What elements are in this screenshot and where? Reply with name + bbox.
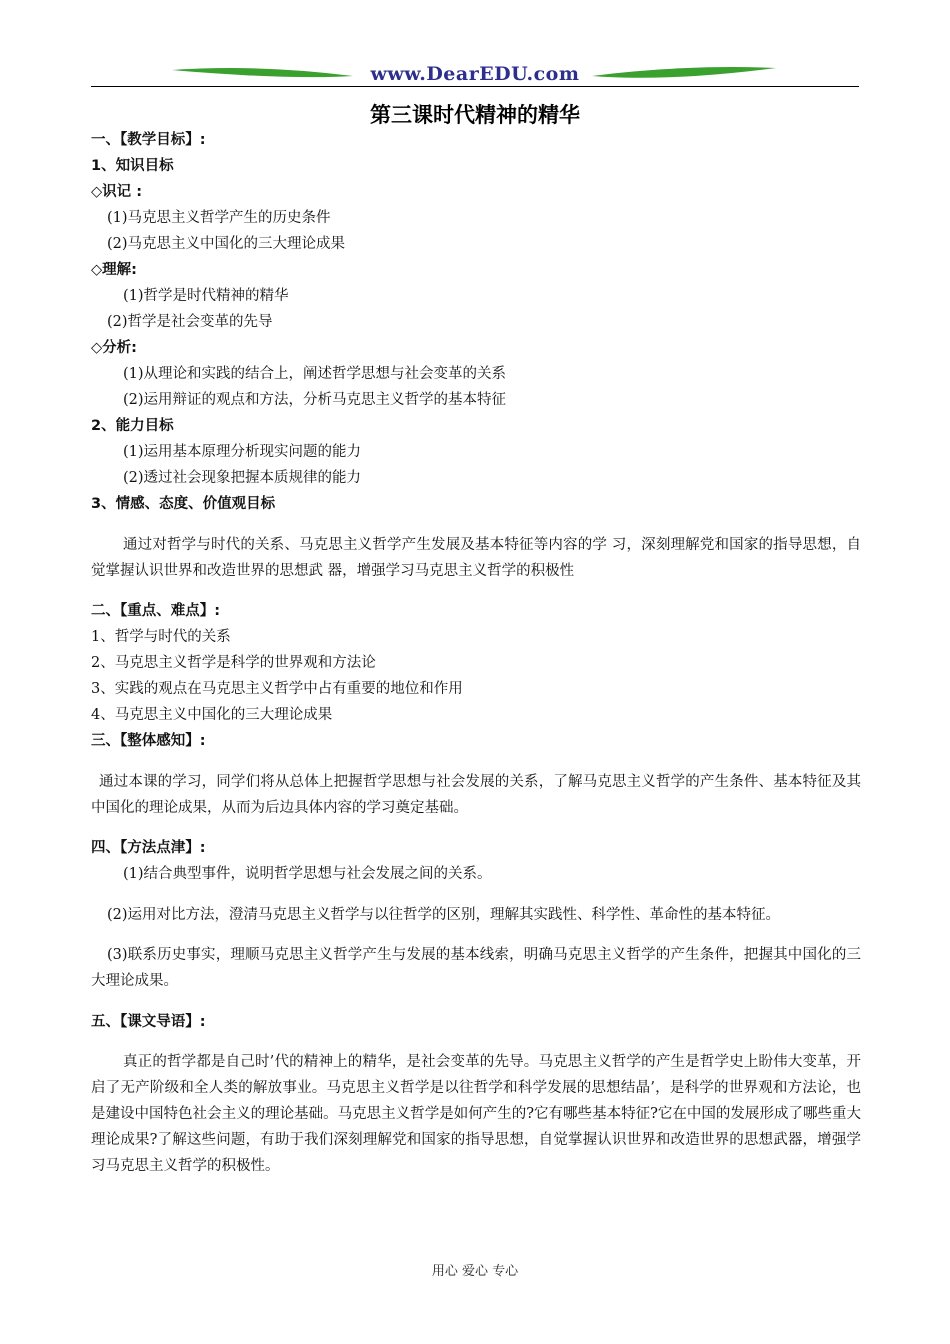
list-item: 1、哲学与时代的关系 xyxy=(91,629,231,645)
paragraph-emotion: 通过对哲学与时代的关系、马克思主义哲学产生发展及基本特征等内容的学 习，深刻理解党和国家的指导思想，自觉掌握认识世界和改造世界的思想武 器，增强学习马克思主义哲学的积极性 xyxy=(91,536,861,579)
document-body xyxy=(91,127,861,1194)
subheading-knowledge: 1、知识目标 xyxy=(91,158,174,174)
list-item: (1)结合典型事件，说明哲学思想与社会发展之间的关系。 xyxy=(123,866,492,882)
subheading-ability: 2、能力目标 xyxy=(91,418,174,434)
header-rule xyxy=(91,86,859,87)
section-heading-overview: 三、【整体感知】: xyxy=(91,733,206,749)
section-heading-keypoints: 二、【重点、难点】: xyxy=(91,603,221,619)
paragraph-overview: 通过本课的学习，同学们将从总体上把握哲学思想与社会发展的关系，了解马克思主义哲学的产生条件、基本特征及其中国化的理论成果，从而为后边具体内容的学习奠定基础。 xyxy=(91,773,861,816)
list-item: (1)运用基本原理分析现实问题的能力 xyxy=(123,444,362,460)
paragraph-intro: 真正的哲学都是自己时’代的精神上的精华，是社会变革的先导。马克思主义哲学的产生是哲学史上盼伟大变革，开启了无产阶级和全人类的解放事业。马克思主义哲学是以往哲学和科学发展的思想结晶’，是科学的世界观和方法论，也是建设中国特色社会主义的理论基础。马克思主义哲学是如何产生的?它有哪些基本特征?它在中国的发展形成了哪些重大理论成果?了解这些问题，有助于我们深刻理解党和国家的指导思想，自觉掌握认识世界和改造世界的思想武器，增强学习马克思主义哲学的积极性。 xyxy=(91,1054,861,1174)
section-heading-objectives: 一、【教学目标】: xyxy=(91,132,206,148)
label-remember: ◇识记 : xyxy=(91,184,142,200)
list-item: (2)运用辩证的观点和方法，分析马克思主义哲学的基本特征 xyxy=(123,392,507,408)
label-analyze: ◇分析: xyxy=(91,340,137,356)
section-heading-intro: 五、【课文导语】: xyxy=(91,1013,206,1030)
list-item: (1)从理论和实践的结合上，阐述哲学思想与社会变革的关系 xyxy=(123,366,507,382)
header-site-logo: www.DearEDU.com xyxy=(370,63,580,85)
list-item: 4、马克思主义中国化的三大理论成果 xyxy=(91,707,333,723)
list-item: 2、马克思主义哲学是科学的世界观和方法论 xyxy=(91,655,376,671)
list-item: (1)哲学是时代精神的精华 xyxy=(123,288,289,304)
label-understand: ◇理解: xyxy=(91,262,137,278)
list-item: (2)透过社会现象把握本质规律的能力 xyxy=(123,470,362,486)
list-item: 3、实践的观点在马克思主义哲学中占有重要的地位和作用 xyxy=(91,681,463,697)
list-item: (2)哲学是社会变革的先导 xyxy=(107,314,273,330)
subheading-emotion: 3、情感、态度、价值观目标 xyxy=(91,496,276,512)
list-item: (2)运用对比方法，澄清马克思主义哲学与以往哲学的区别，理解其实践性、科学性、革命性的基本特征。 xyxy=(107,906,781,923)
list-item: (1)马克思主义哲学产生的历史条件 xyxy=(107,210,331,226)
page-title: 第三课时代精神的精华 xyxy=(370,103,580,127)
list-item: (3)联系历史事实，理顺马克思主义哲学产生与发展的基本线索，明确马克思主义哲学的产生条件，把握其中国化的三大理论成果。 xyxy=(91,947,861,989)
list-item: (2)马克思主义中国化的三大理论成果 xyxy=(107,236,346,252)
section-heading-methods: 四、【方法点津】: xyxy=(91,840,206,856)
page-footer: 用心 爱心 专心 xyxy=(431,1264,519,1279)
